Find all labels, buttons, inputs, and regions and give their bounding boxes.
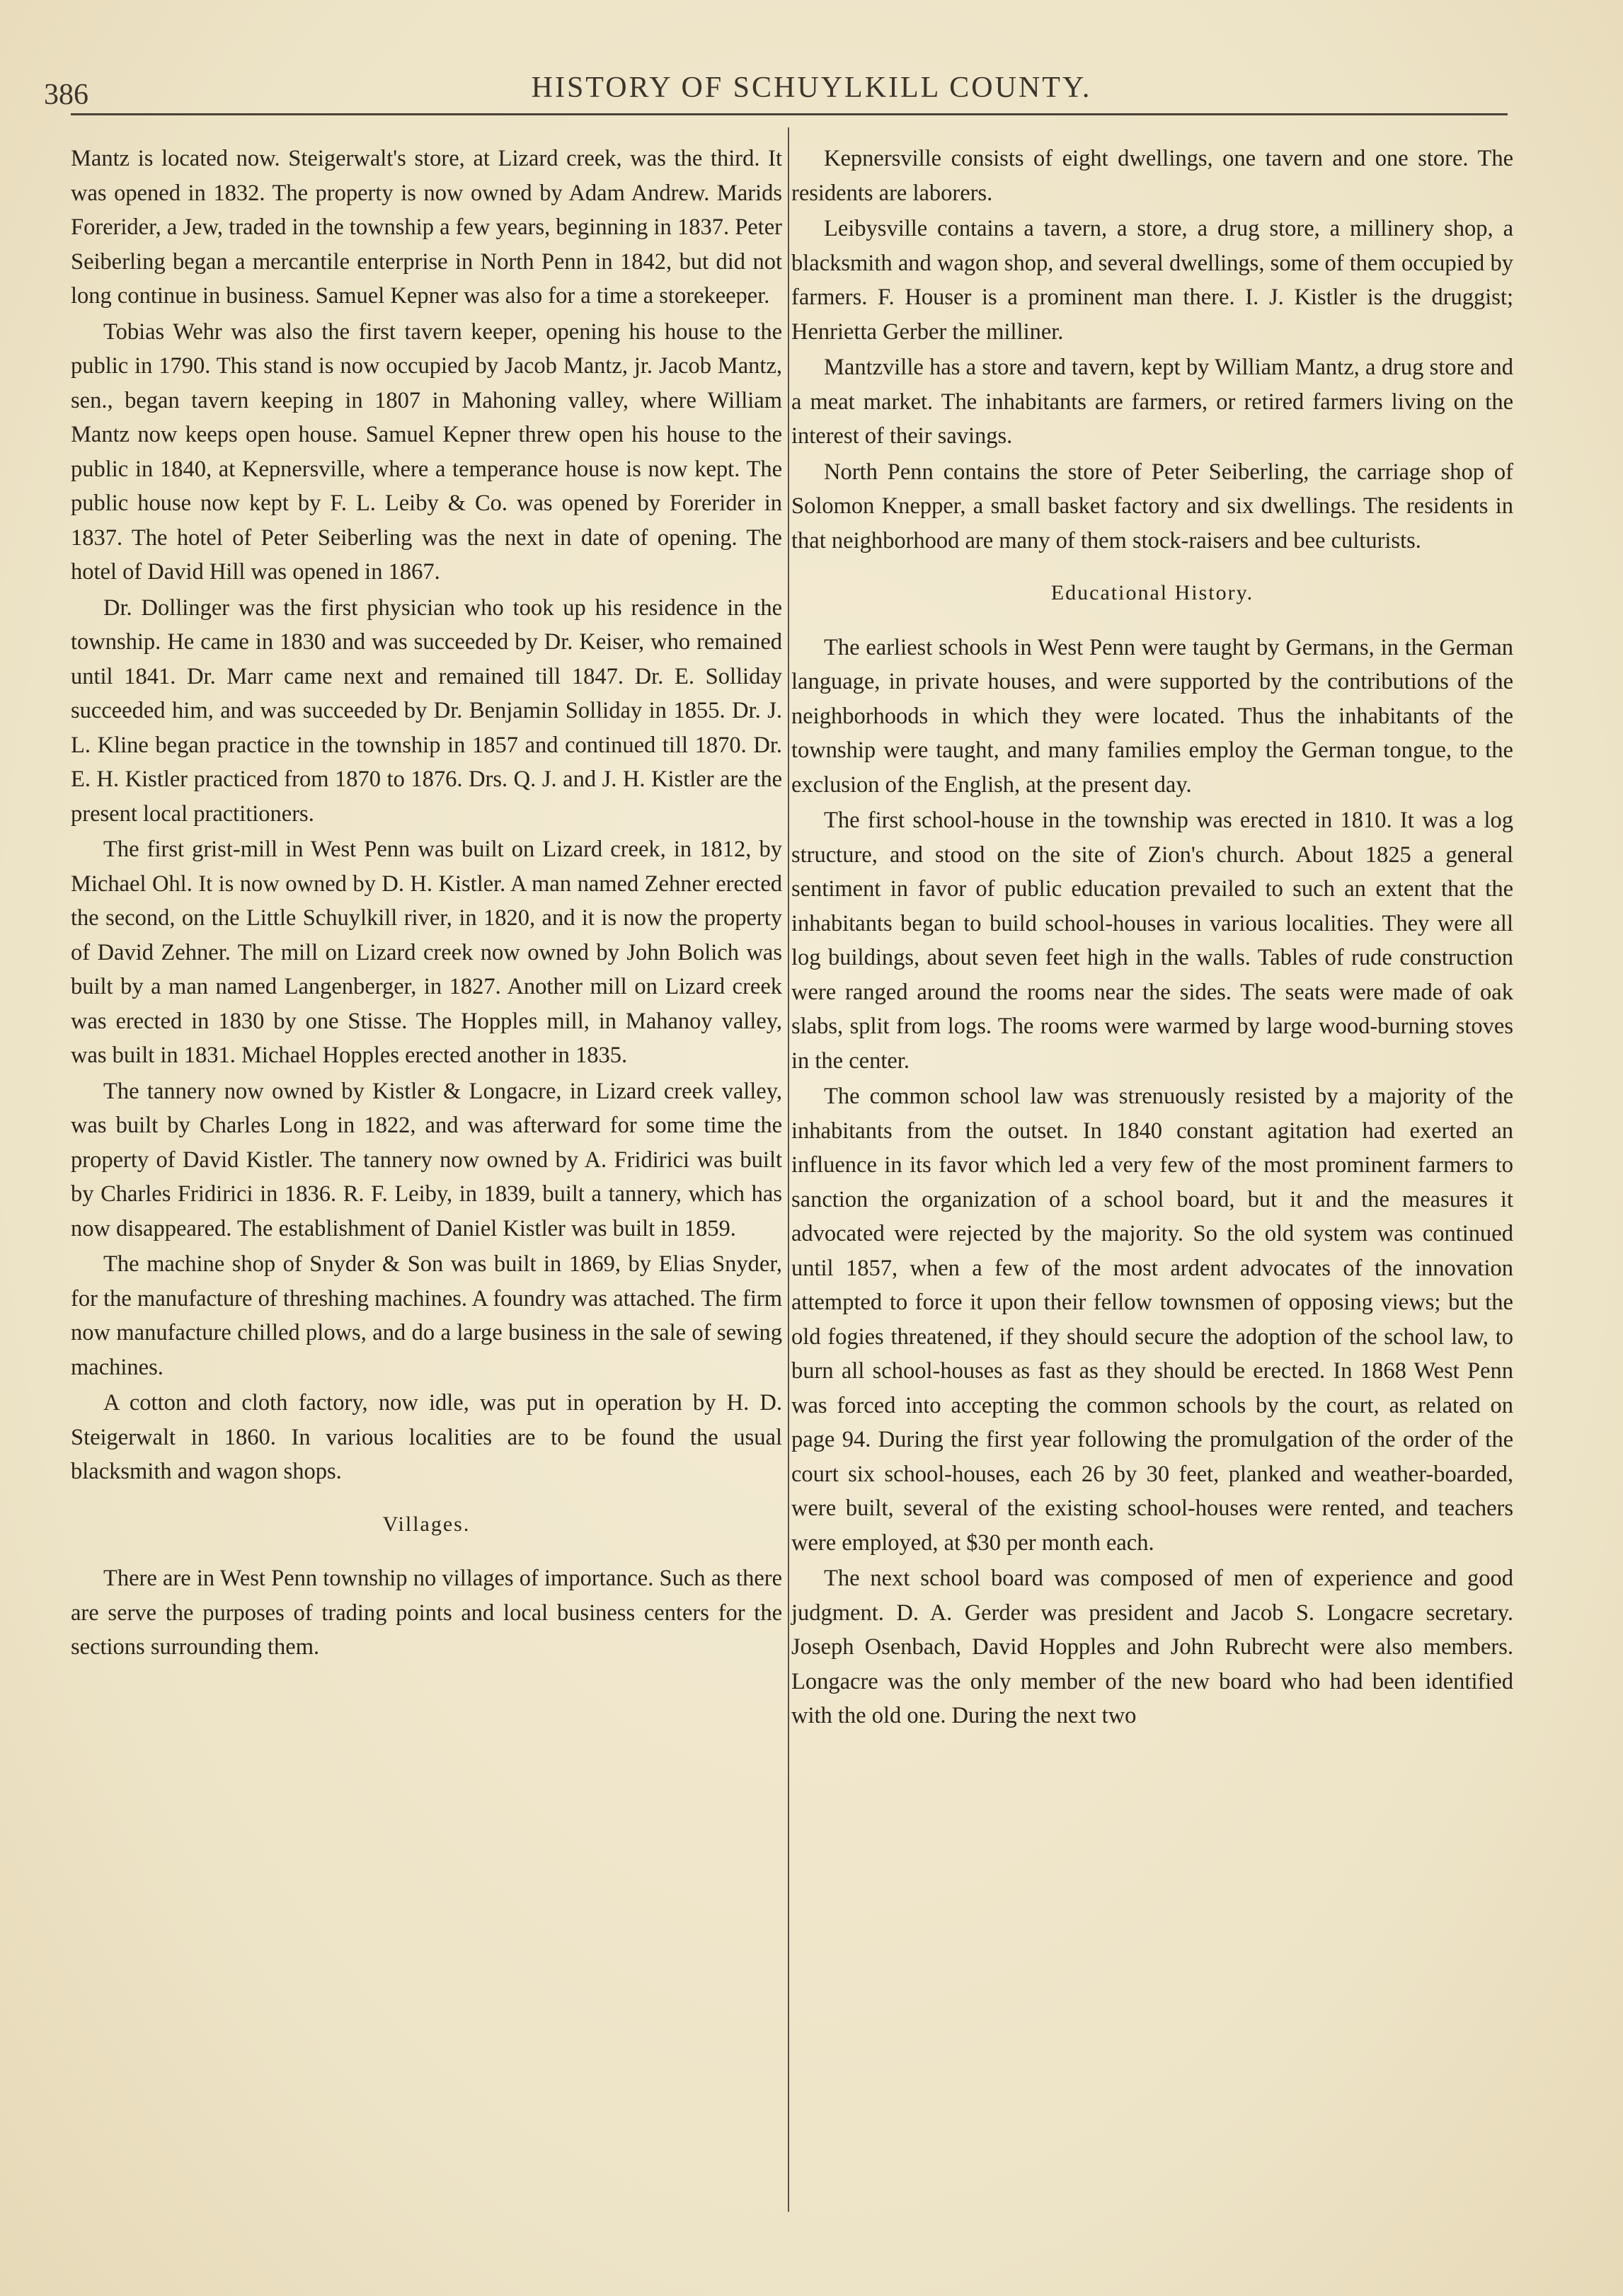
paragraph: North Penn contains the store of Peter Seiberling, the carriage shop of Solomon Knepper, a small basket factory and six dwellings. The residents in that neighborhood are many of them stock-raisers and bee culturists. [791, 459, 1513, 553]
paragraph: The first grist-mill in West Penn was built on Lizard creek, in 1812, by Michael Ohl. It is now owned by D. H. Kistler. A man named Zehner erected the second, on the Little Schuylkill river, in 1820, and it is now the property of David Zehner. The mill on Lizard creek now owned by John Bolich was built by a man named Langenberger, in 1827. Another mill on Lizard creek was erected in 1830 by one Stisse. The Hopples mill, in Mahanoy valley, was built in 1831. Michael Hopples erected another in 1835. [71, 837, 782, 1068]
paragraph: There are in West Penn township no villages of importance. Such as there are serve the purposes of trading points and local business centers for the sections surrounding them. [71, 1566, 782, 1660]
paragraph: A cotton and cloth factory, now idle, was put in operation by H. D. Steigerwalt in 1860. In various localities are to be found the usual blacksmith and wagon shops. [71, 1390, 782, 1484]
paragraph: Mantzville has a store and tavern, kept by William Mantz, a drug store and a meat market. The inhabitants are farmers, or retired farmers living on the interest of their savings. [791, 355, 1513, 449]
paragraph: Leibysville contains a tavern, a store, a drug store, a millinery shop, a blacksmith and wagon shop, and several dwellings, some of them occupied by farmers. F. Houser is a prominent man there. I. J. Kistler is the druggist; Henrietta Gerber the milliner. [791, 216, 1513, 345]
paragraph: The tannery now owned by Kistler & Longacre, in Lizard creek valley, was built by Charles Long in 1822, and was afterward for some time the property of David Kistler. The tannery now owned by A. Fridirici was built by Charles Fridirici in 1836. R. F. Leiby, in 1839, built a tannery, which has now disappeared. The establishment of Daniel Kistler was built in 1859. [71, 1078, 782, 1241]
column-divider [788, 127, 789, 2212]
paragraph: The earliest schools in West Penn were taught by Germans, in the German language, in private houses, and were supported by the contributions of the neighborhoods in which they were located. Thus the inhabitants of the township were taught, and many families employ the German tongue, to the exclusion of the English, at the present day. [791, 634, 1513, 798]
paragraph: Mantz is located now. Steigerwalt's store, at Lizard creek, was the third. It was opened in 1832. The property is now owned by Adam Andrew. Marids Forerider, a Jew, traded in the township a few years, beginning in 1837. Peter Seiberling began a mercantile enterprise in North Penn in 1842, but did not long continue in business. Samuel Kepner was also for a time a storekeeper. [71, 146, 782, 309]
page-number: 386 [44, 79, 88, 111]
educational-history-heading: Educational History. [1050, 581, 1254, 604]
paragraph: The machine shop of Snyder & Son was built in 1869, by Elias Snyder, for the manufacture of threshing machines. A foundry was attached. The firm now manufacture chilled plows, and do a large business in the sale of sewing machines. [71, 1251, 782, 1380]
paragraph: Kepnersville consists of eight dwellings, one tavern and one store. The residents are laborers. [791, 146, 1513, 206]
paragraph: Tobias Wehr was also the first tavern keeper, opening his house to the public in 1790. This stand is now occupied by Jacob Mantz, jr. Jacob Mantz, sen., began tavern keeping in 1807 in Mahoning valley, where William Mantz now keeps open house. Samuel Kepner threw open his house to the public in 1840, at Kepnersville, where a temperance house is now kept. The public house now kept by F. L. Leiby & Co. was opened by Forerider in 1837. The hotel of Peter Seiberling was the next in date of opening. The hotel of David Hill was opened in 1867. [71, 318, 782, 585]
left-column [71, 142, 782, 1666]
paragraph: The next school board was composed of men of experience and good judgment. D. A. Gerder was president and Jacob S. Longacre secretary. Joseph Osenbach, David Hopples and John Rubrecht were also members. Longacre was the only member of the new board who had been identified with the old one. During the next two [791, 1566, 1513, 1728]
running-title: HISTORY OF SCHUYLKILL COUNTY. [531, 71, 1092, 104]
paragraph: The first school-house in the township was erected in 1810. It was a log structure, and stood on the site of Zion's church. About 1825 a general sentiment in favor of public education prevailed to such an extent that the inhabitants began to build school-houses in various localities. They were all log buildings, about seven feet high in the walls. Tables of rude construction were ranged around the rooms near the sides. The seats were made of oak slabs, split from logs. The rooms were warmed by large wood-burning stoves in the center. [791, 808, 1513, 1074]
paragraph: The common school law was strenuously resisted by a majority of the inhabitants from the outset. In 1840 constant agitation had exerted an influence in its favor which led a very few of the most prominent farmers to sanction the organization of a school board, but it and the measures it advocated were rejected by the majority. So the old system was continued until 1857, when a few of the most ardent advocates of the innovation attempted to force it upon their fellow townsmen of opposing views; but the old fogies threatened, if they should secure the adoption of the school law, to burn all school-houses as fast as they should be erected. In 1868 West Penn was forced into accepting the common schools by the court, as related on page 94. During the first year following the promulgation of the order of the court six school-houses, each 26 by 30 feet, planked and weather-boarded, were built, several of the existing school-houses were rented, and teachers were employed, at $30 per month each. [791, 1084, 1513, 1556]
paragraph: Dr. Dollinger was the first physician who took up his residence in the township. He came in 1830 and was succeeded by Dr. Keiser, who remained until 1841. Dr. Marr came next and remained till 1847. Dr. E. Solliday succeeded him, and was succeeded by Dr. Benjamin Solliday in 1855. Dr. J. L. Kline began practice in the township in 1857 and continued till 1870. Dr. E. H. Kistler practiced from 1870 to 1876. Drs. Q. J. and J. H. Kistler are the present local practitioners. [71, 595, 782, 827]
villages-heading: Villages. [382, 1512, 471, 1536]
right-column [791, 142, 1513, 1735]
header-rule [71, 113, 1508, 115]
